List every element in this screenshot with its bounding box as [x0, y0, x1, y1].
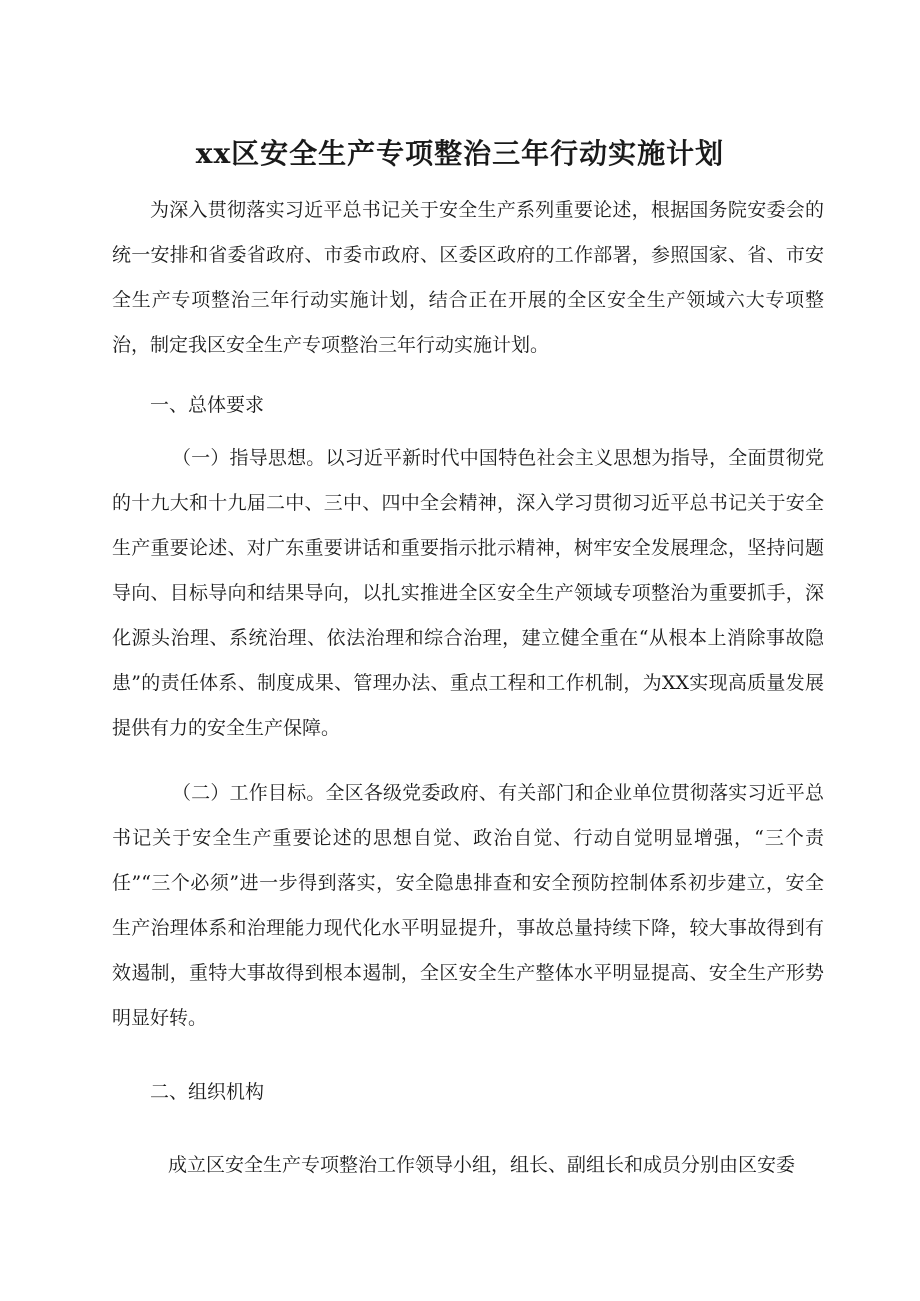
work-goal-paragraph: （二）工作目标。全区各级党委政府、有关部门和企业单位贯彻落实习近平总书记关于安全生产重要论述的思想自觉、政治自觉、行动自觉明显增强，“三个责任”“三个必须”进一步得到落实，安全隐患排查和安全预防控制体系初步建立，安全生产治理体系和治理能力现代化水平明显提升，事故总量持续下降，较大事故得到有效遏制，重特大事故得到根本遏制，全区安全生产整体水平明显提高、安全生产形势明显好转。 [112, 782, 824, 1029]
organization-paragraph: 成立区安全生产专项整治工作领导小组，组长、副组长和成员分别由区安委 [168, 1154, 796, 1176]
section-heading-general-requirements: 一、总体要求 [150, 394, 265, 416]
intro-paragraph: 为深入贯彻落实习近平总书记关于安全生产系列重要论述，根据国务院安委会的统一安排和省委省政府、市委市政府、区委区政府的工作部署，参照国家、省、市安全生产专项整治三年行动实施计划，结合正在开展的全区安全生产领域六大专项整治，制定我区安全生产专项整治三年行动实施计划。 [112, 199, 824, 356]
document-title: xx区安全生产专项整治三年行动实施计划 [195, 137, 725, 170]
section-heading-organization: 二、组织机构 [150, 1081, 265, 1103]
guiding-thought-paragraph: （一）指导思想。以习近平新时代中国特色社会主义思想为指导，全面贯彻党的十九大和十九届二中、三中、四中全会精神，深入学习贯彻习近平总书记关于安全生产重要论述、对广东重要讲话和重要指示批示精神，树牢安全发展理念，坚持问题导向、目标导向和结果导向，以扎实推进全区安全生产领域专项整治为重要抓手，深化源头治理、系统治理、依法治理和综合治理，建立健全重在“从根本上消除事故隐患”的责任体系、制度成果、管理办法、重点工程和工作机制，为XX实现高质量发展提供有力的安全生产保障。 [112, 447, 824, 739]
